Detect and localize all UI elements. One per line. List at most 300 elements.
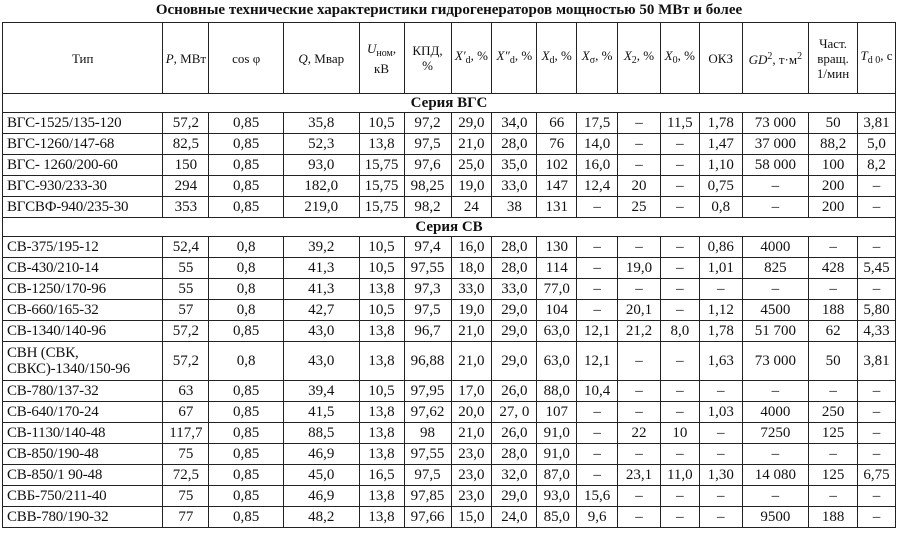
table-cell: 25 bbox=[618, 197, 661, 218]
table-cell: 35,0 bbox=[492, 155, 537, 176]
table-cell: 55 bbox=[163, 279, 209, 300]
table-cell: – bbox=[858, 381, 896, 402]
table-cell: 4500 bbox=[742, 300, 808, 321]
table-cell: 57,2 bbox=[163, 321, 209, 342]
table-cell: 48,2 bbox=[283, 507, 359, 528]
table-cell: 0,85 bbox=[209, 197, 284, 218]
table-cell: – bbox=[618, 237, 661, 258]
table-cell: 39,4 bbox=[283, 381, 359, 402]
table-cell: 77,0 bbox=[537, 279, 577, 300]
table-cell: 15,75 bbox=[359, 197, 404, 218]
table-cell: – bbox=[660, 300, 699, 321]
table-cell: 10,5 bbox=[359, 258, 404, 279]
table-cell: 34,0 bbox=[492, 113, 537, 134]
table-cell: 125 bbox=[809, 465, 858, 486]
table-cell: 50 bbox=[809, 113, 858, 134]
table-cell: – bbox=[660, 444, 699, 465]
table-cell: – bbox=[809, 486, 858, 507]
table-cell: 219,0 bbox=[283, 197, 359, 218]
table-cell: 131 bbox=[537, 197, 577, 218]
table-cell: 12,1 bbox=[577, 321, 618, 342]
table-cell: 98 bbox=[404, 423, 451, 444]
table-row bbox=[3, 176, 896, 197]
table-cell: – bbox=[742, 279, 808, 300]
table-cell: 130 bbox=[537, 237, 577, 258]
table-cell: 0,85 bbox=[209, 402, 284, 423]
table-cell: 0,85 bbox=[209, 113, 284, 134]
table-cell: – bbox=[858, 507, 896, 528]
table-cell: 0,85 bbox=[209, 134, 284, 155]
table-cell: – bbox=[742, 444, 808, 465]
table-cell: – bbox=[858, 423, 896, 444]
table-cell: 73 000 bbox=[742, 113, 808, 134]
table-cell: – bbox=[660, 342, 699, 381]
table-cell: 97,3 bbox=[404, 279, 451, 300]
table-cell: 29,0 bbox=[492, 321, 537, 342]
table-cell: 46,9 bbox=[283, 444, 359, 465]
table-cell: – bbox=[742, 197, 808, 218]
table-title: Основные технические характеристики гидрогенераторов мощностью 50 МВт и более bbox=[155, 2, 743, 18]
generator-specs-table bbox=[2, 22, 896, 528]
table-cell: – bbox=[660, 381, 699, 402]
table-cell: 23,0 bbox=[451, 465, 492, 486]
table-row bbox=[3, 402, 896, 423]
table-cell: 41,3 bbox=[283, 279, 359, 300]
table-cell: 13,8 bbox=[359, 444, 404, 465]
table-cell: 77 bbox=[163, 507, 209, 528]
header-td0: $T_{d 0}$, с bbox=[858, 23, 896, 94]
table-row bbox=[3, 465, 896, 486]
header-voltage: $U_{ном}$, кВ bbox=[359, 23, 404, 94]
table-cell: 98,2 bbox=[404, 197, 451, 218]
table-cell: 13,8 bbox=[359, 321, 404, 342]
table-cell: 27, 0 bbox=[492, 402, 537, 423]
table-cell: – bbox=[699, 423, 742, 444]
table-cell: 88,0 bbox=[537, 381, 577, 402]
table-cell: 57,2 bbox=[163, 342, 209, 381]
table-row bbox=[3, 507, 896, 528]
table-cell: 39,2 bbox=[283, 237, 359, 258]
table-cell: – bbox=[577, 258, 618, 279]
table-cell: 10,5 bbox=[359, 381, 404, 402]
table-cell: 147 bbox=[537, 176, 577, 197]
table-cell: 52,3 bbox=[283, 134, 359, 155]
table-row bbox=[3, 381, 896, 402]
table-row bbox=[3, 113, 896, 134]
generator-type-cell: ВГС-1260/147-68 bbox=[3, 134, 163, 155]
table-cell: 93,0 bbox=[537, 486, 577, 507]
table-cell: 62 bbox=[809, 321, 858, 342]
table-cell: 1,78 bbox=[699, 113, 742, 134]
table-cell: 6,75 bbox=[858, 465, 896, 486]
table-row bbox=[3, 342, 896, 381]
generator-type-cell: СВ-1340/140-96 bbox=[3, 321, 163, 342]
table-cell: 12,4 bbox=[577, 176, 618, 197]
table-cell: 97,66 bbox=[404, 507, 451, 528]
table-cell: – bbox=[618, 381, 661, 402]
table-cell: 10,5 bbox=[359, 113, 404, 134]
series-vgs-header-row bbox=[3, 94, 896, 113]
table-cell: 14 080 bbox=[742, 465, 808, 486]
table-cell: 3,81 bbox=[858, 113, 896, 134]
table-cell: 188 bbox=[809, 507, 858, 528]
table-cell: 24,0 bbox=[492, 507, 537, 528]
table-cell: – bbox=[858, 402, 896, 423]
header-okz: ОКЗ bbox=[699, 23, 742, 94]
table-cell: 38 bbox=[492, 197, 537, 218]
generator-type-cell: СВ-850/190-48 bbox=[3, 444, 163, 465]
table-cell: 1,10 bbox=[699, 155, 742, 176]
table-cell: 0,85 bbox=[209, 486, 284, 507]
table-cell: – bbox=[618, 342, 661, 381]
table-cell: 29,0 bbox=[451, 113, 492, 134]
table-cell: 21,0 bbox=[451, 134, 492, 155]
table-cell: – bbox=[699, 486, 742, 507]
table-cell: 428 bbox=[809, 258, 858, 279]
table-cell: 0,8 bbox=[209, 258, 284, 279]
table-cell: 29,0 bbox=[492, 486, 537, 507]
table-cell: 28,0 bbox=[492, 237, 537, 258]
table-cell: 28,0 bbox=[492, 134, 537, 155]
table-cell: 76 bbox=[537, 134, 577, 155]
table-cell: – bbox=[577, 237, 618, 258]
table-cell: 188 bbox=[809, 300, 858, 321]
table-cell: 97,95 bbox=[404, 381, 451, 402]
table-cell: 85,0 bbox=[537, 507, 577, 528]
table-cell: – bbox=[618, 113, 661, 134]
generator-type-cell: СВ-430/210-14 bbox=[3, 258, 163, 279]
table-cell: 19,0 bbox=[451, 176, 492, 197]
header-x2: $X_2$, % bbox=[618, 23, 661, 94]
table-cell: – bbox=[660, 402, 699, 423]
table-cell: – bbox=[699, 507, 742, 528]
table-cell: 9,6 bbox=[577, 507, 618, 528]
table-cell: 96,7 bbox=[404, 321, 451, 342]
table-cell: 114 bbox=[537, 258, 577, 279]
table-row bbox=[3, 258, 896, 279]
table-cell: 42,7 bbox=[283, 300, 359, 321]
table-cell: 125 bbox=[809, 423, 858, 444]
table-cell: 37 000 bbox=[742, 134, 808, 155]
table-cell: 15,0 bbox=[451, 507, 492, 528]
generator-type-cell: СВ-660/165-32 bbox=[3, 300, 163, 321]
table-cell: 45,0 bbox=[283, 465, 359, 486]
table-cell: 97,5 bbox=[404, 465, 451, 486]
table-row bbox=[3, 237, 896, 258]
table-cell: 0,85 bbox=[209, 321, 284, 342]
table-cell: 82,5 bbox=[163, 134, 209, 155]
table-cell: 46,9 bbox=[283, 486, 359, 507]
table-cell: 13,8 bbox=[359, 423, 404, 444]
table-row bbox=[3, 486, 896, 507]
table-cell: 100 bbox=[809, 155, 858, 176]
table-cell: 0,85 bbox=[209, 444, 284, 465]
table-cell: 28,0 bbox=[492, 444, 537, 465]
table-row bbox=[3, 423, 896, 444]
table-cell: 97,5 bbox=[404, 300, 451, 321]
table-row bbox=[3, 197, 896, 218]
table-cell: 0,85 bbox=[209, 381, 284, 402]
table-cell: 20,0 bbox=[451, 402, 492, 423]
generator-type-cell: ВГС-930/233-30 bbox=[3, 176, 163, 197]
table-cell: – bbox=[660, 507, 699, 528]
table-cell: 73 000 bbox=[742, 342, 808, 381]
table-cell: – bbox=[809, 279, 858, 300]
table-cell: 1,01 bbox=[699, 258, 742, 279]
generator-type-cell: СВ-640/170-24 bbox=[3, 402, 163, 423]
generator-type-cell: СВН (СВК, СВКС)-1340/150-96 bbox=[3, 342, 163, 381]
table-cell: 1,30 bbox=[699, 465, 742, 486]
table-cell: 7250 bbox=[742, 423, 808, 444]
table-cell: – bbox=[742, 381, 808, 402]
table-cell: 0,8 bbox=[209, 300, 284, 321]
table-cell: – bbox=[858, 176, 896, 197]
table-cell: – bbox=[858, 279, 896, 300]
table-cell: 23,0 bbox=[451, 486, 492, 507]
table-cell: – bbox=[618, 134, 661, 155]
table-cell: 0,75 bbox=[699, 176, 742, 197]
table-cell: – bbox=[618, 444, 661, 465]
table-cell: 8,0 bbox=[660, 321, 699, 342]
table-cell: 3,81 bbox=[858, 342, 896, 381]
table-cell: – bbox=[699, 444, 742, 465]
table-cell: 0,85 bbox=[209, 176, 284, 197]
table-cell: 107 bbox=[537, 402, 577, 423]
table-cell: 13,8 bbox=[359, 279, 404, 300]
table-cell: 17,0 bbox=[451, 381, 492, 402]
table-cell: – bbox=[577, 197, 618, 218]
table-cell: 200 bbox=[809, 176, 858, 197]
table-cell: 5,0 bbox=[858, 134, 896, 155]
table-cell: – bbox=[618, 507, 661, 528]
table-cell: 4,33 bbox=[858, 321, 896, 342]
table-cell: 825 bbox=[742, 258, 808, 279]
table-cell: – bbox=[660, 258, 699, 279]
table-cell: – bbox=[809, 237, 858, 258]
table-cell: 25,0 bbox=[451, 155, 492, 176]
table-cell: 294 bbox=[163, 176, 209, 197]
table-cell: – bbox=[660, 197, 699, 218]
table-cell: 0,85 bbox=[209, 155, 284, 176]
table-cell: 26,0 bbox=[492, 381, 537, 402]
table-cell: 182,0 bbox=[283, 176, 359, 197]
table-cell: – bbox=[577, 402, 618, 423]
table-cell: 5,80 bbox=[858, 300, 896, 321]
table-cell: 13,8 bbox=[359, 507, 404, 528]
table-cell: – bbox=[618, 486, 661, 507]
table-cell: – bbox=[858, 197, 896, 218]
table-cell: 0,8 bbox=[699, 197, 742, 218]
table-header bbox=[3, 23, 896, 94]
header-gd2: $GD^2$, $т\cdot м^2$ bbox=[742, 23, 808, 94]
generator-type-cell: СВВ-780/190-32 bbox=[3, 507, 163, 528]
table-cell: 1,63 bbox=[699, 342, 742, 381]
table-cell: – bbox=[699, 381, 742, 402]
table-cell: 26,0 bbox=[492, 423, 537, 444]
table-cell: 29,0 bbox=[492, 342, 537, 381]
table-cell: 0,85 bbox=[209, 507, 284, 528]
table-cell: 67 bbox=[163, 402, 209, 423]
table-cell: 41,3 bbox=[283, 258, 359, 279]
header-xd: $X_d$, % bbox=[537, 23, 577, 94]
table-cell: 19,0 bbox=[618, 258, 661, 279]
table-cell: 32,0 bbox=[492, 465, 537, 486]
table-cell: 150 bbox=[163, 155, 209, 176]
table-cell: 5,45 bbox=[858, 258, 896, 279]
table-cell: – bbox=[660, 486, 699, 507]
table-cell: – bbox=[618, 402, 661, 423]
table-cell: 97,6 bbox=[404, 155, 451, 176]
generator-type-cell: СВБ-750/211-40 bbox=[3, 486, 163, 507]
table-cell: – bbox=[577, 444, 618, 465]
generator-type-cell: СВ-1130/140-48 bbox=[3, 423, 163, 444]
table-cell: 13,8 bbox=[359, 342, 404, 381]
table-cell: 23,1 bbox=[618, 465, 661, 486]
table-cell: 0,8 bbox=[209, 342, 284, 381]
table-cell: 20,1 bbox=[618, 300, 661, 321]
table-body bbox=[3, 94, 896, 528]
table-row bbox=[3, 279, 896, 300]
header-reactive-power: Q, Мвар bbox=[283, 23, 359, 94]
header-efficiency: КПД, % bbox=[404, 23, 451, 94]
table-cell: 57 bbox=[163, 300, 209, 321]
table-cell: 1,47 bbox=[699, 134, 742, 155]
table-cell: 21,0 bbox=[451, 423, 492, 444]
table-cell: 87,0 bbox=[537, 465, 577, 486]
table-cell: 97,62 bbox=[404, 402, 451, 423]
header-power: P, МВт bbox=[163, 23, 209, 94]
table-cell: 57,2 bbox=[163, 113, 209, 134]
table-cell: 13,8 bbox=[359, 486, 404, 507]
table-cell: 14,0 bbox=[577, 134, 618, 155]
table-cell: 35,8 bbox=[283, 113, 359, 134]
header-xd-transient: $X'_d$, % bbox=[451, 23, 492, 94]
table-cell: 10,4 bbox=[577, 381, 618, 402]
table-cell: 11,0 bbox=[660, 465, 699, 486]
table-cell: 15,75 bbox=[359, 155, 404, 176]
table-cell: 63,0 bbox=[537, 342, 577, 381]
table-cell: 55 bbox=[163, 258, 209, 279]
table-cell: 16,0 bbox=[577, 155, 618, 176]
table-cell: 0,8 bbox=[209, 279, 284, 300]
table-cell: 0,86 bbox=[699, 237, 742, 258]
table-cell: 4000 bbox=[742, 237, 808, 258]
table-cell: 104 bbox=[537, 300, 577, 321]
header-cos-phi: cos φ bbox=[209, 23, 284, 94]
table-cell: 13,8 bbox=[359, 134, 404, 155]
table-cell: 96,88 bbox=[404, 342, 451, 381]
table-cell: 97,85 bbox=[404, 486, 451, 507]
table-cell: 22 bbox=[618, 423, 661, 444]
table-cell: 33,0 bbox=[492, 176, 537, 197]
series-label: Серия ВГС bbox=[3, 94, 896, 113]
table-cell: 63 bbox=[163, 381, 209, 402]
generator-type-cell: СВ-780/137-32 bbox=[3, 381, 163, 402]
table-cell: 1,03 bbox=[699, 402, 742, 423]
table-cell: 353 bbox=[163, 197, 209, 218]
table-cell: 1,12 bbox=[699, 300, 742, 321]
table-cell: 16,5 bbox=[359, 465, 404, 486]
table-cell: 17,5 bbox=[577, 113, 618, 134]
table-cell: – bbox=[577, 465, 618, 486]
table-cell: 28,0 bbox=[492, 258, 537, 279]
table-cell: 97,55 bbox=[404, 444, 451, 465]
generator-type-cell: ВГС-1525/135-120 bbox=[3, 113, 163, 134]
table-cell: – bbox=[660, 155, 699, 176]
table-cell: 20 bbox=[618, 176, 661, 197]
table-cell: – bbox=[577, 423, 618, 444]
table-cell: – bbox=[858, 486, 896, 507]
table-cell: – bbox=[660, 237, 699, 258]
table-cell: 9500 bbox=[742, 507, 808, 528]
table-cell: 0,85 bbox=[209, 465, 284, 486]
table-cell: 91,0 bbox=[537, 444, 577, 465]
table-cell: 98,25 bbox=[404, 176, 451, 197]
table-cell: – bbox=[577, 279, 618, 300]
table-cell: 15,75 bbox=[359, 176, 404, 197]
table-cell: 21,2 bbox=[618, 321, 661, 342]
table-cell: 12,1 bbox=[577, 342, 618, 381]
generator-type-cell: СВ-375/195-12 bbox=[3, 237, 163, 258]
table-cell: 15,6 bbox=[577, 486, 618, 507]
table-cell: – bbox=[618, 279, 661, 300]
table-cell: 52,4 bbox=[163, 237, 209, 258]
generator-type-cell: СВ-850/1 90-48 bbox=[3, 465, 163, 486]
table-cell: 24 bbox=[451, 197, 492, 218]
table-cell: 10 bbox=[660, 423, 699, 444]
generator-type-cell: ВГС- 1260/200-60 bbox=[3, 155, 163, 176]
header-type: Тип bbox=[3, 23, 163, 94]
header-xd-subtransient: $X''_d$, % bbox=[492, 23, 537, 94]
table-cell: 58 000 bbox=[742, 155, 808, 176]
table-cell: 63,0 bbox=[537, 321, 577, 342]
table-cell: 250 bbox=[809, 402, 858, 423]
table-cell: – bbox=[809, 444, 858, 465]
header-x0: $X_0$, % bbox=[660, 23, 699, 94]
table-cell: – bbox=[660, 134, 699, 155]
table-cell: 10,5 bbox=[359, 300, 404, 321]
table-cell: 97,2 bbox=[404, 113, 451, 134]
table-cell: 8,2 bbox=[858, 155, 896, 176]
table-cell: 21,0 bbox=[451, 321, 492, 342]
table-cell: 16,0 bbox=[451, 237, 492, 258]
table-cell: 33,0 bbox=[451, 279, 492, 300]
table-cell: 23,0 bbox=[451, 444, 492, 465]
table-cell: 91,0 bbox=[537, 423, 577, 444]
table-cell: – bbox=[858, 444, 896, 465]
table-row bbox=[3, 300, 896, 321]
table-cell: 117,7 bbox=[163, 423, 209, 444]
table-cell: 75 bbox=[163, 444, 209, 465]
header-rotation-speed: Част. вращ. 1/мин bbox=[809, 23, 858, 94]
table-cell: 66 bbox=[537, 113, 577, 134]
series-sv-header-row bbox=[3, 218, 896, 237]
table-cell: 72,5 bbox=[163, 465, 209, 486]
table-cell: 41,5 bbox=[283, 402, 359, 423]
table-cell: 43,0 bbox=[283, 321, 359, 342]
table-cell: 97,5 bbox=[404, 134, 451, 155]
table-cell: 200 bbox=[809, 197, 858, 218]
table-cell: 97,55 bbox=[404, 258, 451, 279]
table-cell: 0,85 bbox=[209, 423, 284, 444]
table-cell: – bbox=[742, 486, 808, 507]
series-label: Серия СВ bbox=[3, 218, 896, 237]
table-row bbox=[3, 155, 896, 176]
table-cell: 29,0 bbox=[492, 300, 537, 321]
table-cell: 93,0 bbox=[283, 155, 359, 176]
table-row bbox=[3, 321, 896, 342]
table-cell: 11,5 bbox=[660, 113, 699, 134]
